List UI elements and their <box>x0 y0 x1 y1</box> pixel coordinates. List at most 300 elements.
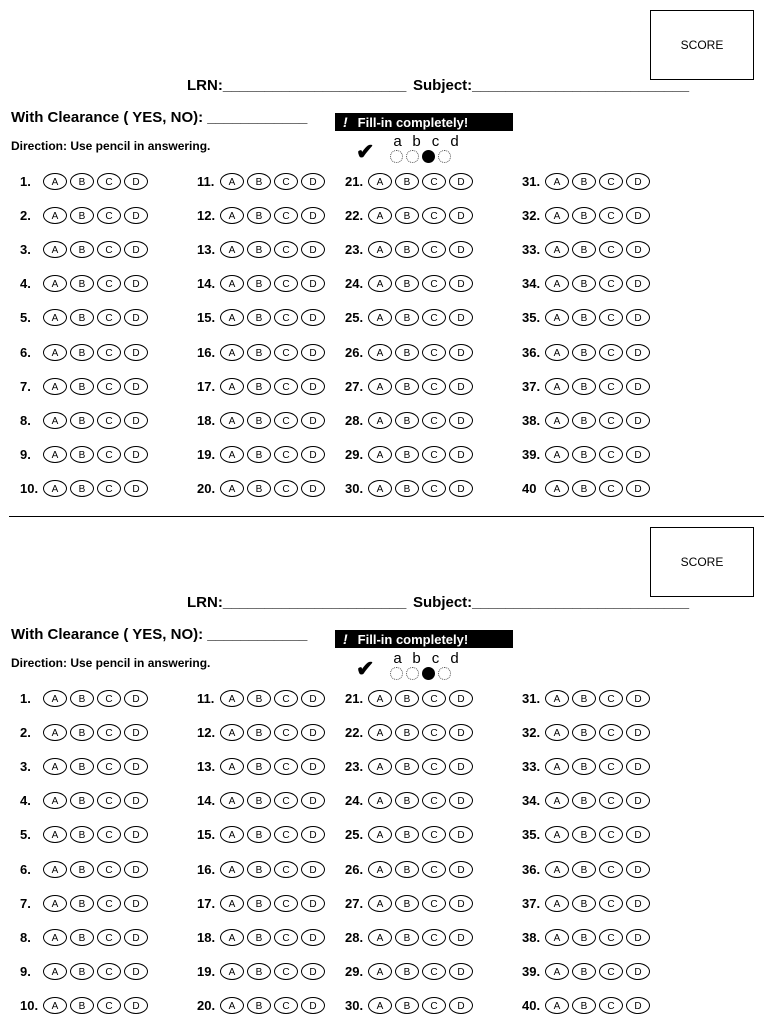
answer-bubble-b[interactable]: B <box>395 412 419 429</box>
answer-bubble-b[interactable]: B <box>70 724 94 741</box>
answer-bubble-c[interactable]: C <box>274 929 298 946</box>
answer-bubble-b[interactable]: B <box>395 724 419 741</box>
answer-bubble-a[interactable]: A <box>220 895 244 912</box>
answer-bubble-d[interactable]: D <box>124 173 148 190</box>
answer-bubble-d[interactable]: D <box>626 826 650 843</box>
answer-bubble-c[interactable]: C <box>599 826 623 843</box>
answer-bubble-d[interactable]: D <box>449 480 473 497</box>
answer-bubble-d[interactable]: D <box>124 412 148 429</box>
answer-bubble-d[interactable]: D <box>626 275 650 292</box>
answer-bubble-a[interactable]: A <box>43 480 67 497</box>
answer-bubble-c[interactable]: C <box>274 480 298 497</box>
answer-bubble-a[interactable]: A <box>368 724 392 741</box>
answer-bubble-a[interactable]: A <box>545 792 569 809</box>
answer-bubble-c[interactable]: C <box>97 724 121 741</box>
answer-bubble-a[interactable]: A <box>545 173 569 190</box>
answer-bubble-b[interactable]: B <box>395 344 419 361</box>
answer-bubble-d[interactable]: D <box>449 758 473 775</box>
answer-bubble-c[interactable]: C <box>97 929 121 946</box>
answer-bubble-a[interactable]: A <box>545 446 569 463</box>
answer-bubble-a[interactable]: A <box>220 309 244 326</box>
answer-bubble-d[interactable]: D <box>449 895 473 912</box>
answer-bubble-d[interactable]: D <box>449 997 473 1014</box>
answer-bubble-a[interactable]: A <box>545 724 569 741</box>
answer-bubble-b[interactable]: B <box>70 963 94 980</box>
answer-bubble-b[interactable]: B <box>70 344 94 361</box>
answer-bubble-a[interactable]: A <box>220 446 244 463</box>
answer-bubble-c[interactable]: C <box>599 895 623 912</box>
answer-bubble-b[interactable]: B <box>247 929 271 946</box>
answer-bubble-d[interactable]: D <box>301 724 325 741</box>
answer-bubble-c[interactable]: C <box>599 173 623 190</box>
answer-bubble-c[interactable]: C <box>97 241 121 258</box>
answer-bubble-c[interactable]: C <box>97 690 121 707</box>
answer-bubble-b[interactable]: B <box>70 275 94 292</box>
answer-bubble-c[interactable]: C <box>274 378 298 395</box>
answer-bubble-d[interactable]: D <box>449 412 473 429</box>
answer-bubble-a[interactable]: A <box>220 690 244 707</box>
answer-bubble-a[interactable]: A <box>220 344 244 361</box>
answer-bubble-c[interactable]: C <box>422 929 446 946</box>
answer-bubble-d[interactable]: D <box>124 275 148 292</box>
answer-bubble-a[interactable]: A <box>545 344 569 361</box>
answer-bubble-b[interactable]: B <box>572 792 596 809</box>
lrn-field[interactable]: LRN:______________________ <box>187 77 407 94</box>
answer-bubble-a[interactable]: A <box>545 309 569 326</box>
answer-bubble-a[interactable]: A <box>43 309 67 326</box>
answer-bubble-a[interactable]: A <box>220 929 244 946</box>
answer-bubble-c[interactable]: C <box>422 446 446 463</box>
answer-bubble-d[interactable]: D <box>626 792 650 809</box>
answer-bubble-c[interactable]: C <box>274 826 298 843</box>
answer-bubble-c[interactable]: C <box>422 173 446 190</box>
answer-bubble-c[interactable]: C <box>599 690 623 707</box>
answer-bubble-d[interactable]: D <box>449 963 473 980</box>
answer-bubble-d[interactable]: D <box>124 378 148 395</box>
answer-bubble-d[interactable]: D <box>449 446 473 463</box>
answer-bubble-d[interactable]: D <box>626 895 650 912</box>
answer-bubble-b[interactable]: B <box>395 690 419 707</box>
answer-bubble-c[interactable]: C <box>274 207 298 224</box>
answer-bubble-d[interactable]: D <box>124 997 148 1014</box>
answer-bubble-d[interactable]: D <box>449 929 473 946</box>
answer-bubble-a[interactable]: A <box>43 344 67 361</box>
answer-bubble-b[interactable]: B <box>572 446 596 463</box>
answer-bubble-a[interactable]: A <box>545 241 569 258</box>
answer-bubble-c[interactable]: C <box>599 241 623 258</box>
answer-bubble-c[interactable]: C <box>97 344 121 361</box>
answer-bubble-b[interactable]: B <box>572 480 596 497</box>
answer-bubble-a[interactable]: A <box>368 309 392 326</box>
answer-bubble-b[interactable]: B <box>70 480 94 497</box>
answer-bubble-d[interactable]: D <box>301 963 325 980</box>
answer-bubble-b[interactable]: B <box>395 378 419 395</box>
answer-bubble-a[interactable]: A <box>545 690 569 707</box>
answer-bubble-c[interactable]: C <box>97 861 121 878</box>
answer-bubble-d[interactable]: D <box>301 690 325 707</box>
answer-bubble-b[interactable]: B <box>247 997 271 1014</box>
answer-bubble-b[interactable]: B <box>395 173 419 190</box>
answer-bubble-a[interactable]: A <box>368 207 392 224</box>
answer-bubble-a[interactable]: A <box>368 275 392 292</box>
answer-bubble-d[interactable]: D <box>301 929 325 946</box>
answer-bubble-b[interactable]: B <box>572 963 596 980</box>
answer-bubble-c[interactable]: C <box>422 724 446 741</box>
answer-bubble-c[interactable]: C <box>274 758 298 775</box>
answer-bubble-a[interactable]: A <box>220 792 244 809</box>
answer-bubble-a[interactable]: A <box>368 997 392 1014</box>
answer-bubble-b[interactable]: B <box>395 309 419 326</box>
answer-bubble-a[interactable]: A <box>220 378 244 395</box>
answer-bubble-d[interactable]: D <box>301 895 325 912</box>
answer-bubble-d[interactable]: D <box>124 861 148 878</box>
answer-bubble-c[interactable]: C <box>599 792 623 809</box>
answer-bubble-c[interactable]: C <box>599 207 623 224</box>
answer-bubble-d[interactable]: D <box>301 241 325 258</box>
answer-bubble-d[interactable]: D <box>626 344 650 361</box>
answer-bubble-c[interactable]: C <box>599 929 623 946</box>
score-box[interactable]: SCORE <box>650 527 754 597</box>
answer-bubble-b[interactable]: B <box>247 724 271 741</box>
answer-bubble-a[interactable]: A <box>545 826 569 843</box>
answer-bubble-a[interactable]: A <box>368 173 392 190</box>
answer-bubble-d[interactable]: D <box>449 309 473 326</box>
answer-bubble-d[interactable]: D <box>449 173 473 190</box>
answer-bubble-c[interactable]: C <box>599 861 623 878</box>
answer-bubble-c[interactable]: C <box>97 173 121 190</box>
answer-bubble-c[interactable]: C <box>422 861 446 878</box>
answer-bubble-c[interactable]: C <box>422 895 446 912</box>
answer-bubble-c[interactable]: C <box>422 997 446 1014</box>
answer-bubble-c[interactable]: C <box>97 826 121 843</box>
answer-bubble-d[interactable]: D <box>626 929 650 946</box>
answer-bubble-b[interactable]: B <box>572 412 596 429</box>
answer-bubble-d[interactable]: D <box>449 378 473 395</box>
answer-bubble-d[interactable]: D <box>301 826 325 843</box>
answer-bubble-b[interactable]: B <box>247 412 271 429</box>
answer-bubble-c[interactable]: C <box>422 480 446 497</box>
answer-bubble-b[interactable]: B <box>70 309 94 326</box>
answer-bubble-c[interactable]: C <box>97 758 121 775</box>
answer-bubble-a[interactable]: A <box>43 378 67 395</box>
answer-bubble-a[interactable]: A <box>545 895 569 912</box>
answer-bubble-c[interactable]: C <box>599 275 623 292</box>
answer-bubble-d[interactable]: D <box>301 378 325 395</box>
answer-bubble-b[interactable]: B <box>70 758 94 775</box>
answer-bubble-d[interactable]: D <box>124 826 148 843</box>
answer-bubble-c[interactable]: C <box>274 309 298 326</box>
answer-bubble-c[interactable]: C <box>274 173 298 190</box>
answer-bubble-b[interactable]: B <box>395 929 419 946</box>
lrn-field[interactable]: LRN:______________________ <box>187 594 407 611</box>
answer-bubble-b[interactable]: B <box>395 207 419 224</box>
answer-bubble-c[interactable]: C <box>422 758 446 775</box>
answer-bubble-d[interactable]: D <box>626 378 650 395</box>
answer-bubble-b[interactable]: B <box>395 826 419 843</box>
answer-bubble-d[interactable]: D <box>301 309 325 326</box>
answer-bubble-c[interactable]: C <box>97 378 121 395</box>
answer-bubble-a[interactable]: A <box>43 963 67 980</box>
answer-bubble-d[interactable]: D <box>626 690 650 707</box>
answer-bubble-c[interactable]: C <box>274 997 298 1014</box>
answer-bubble-a[interactable]: A <box>43 997 67 1014</box>
answer-bubble-d[interactable]: D <box>124 895 148 912</box>
answer-bubble-a[interactable]: A <box>368 690 392 707</box>
answer-bubble-c[interactable]: C <box>97 412 121 429</box>
answer-bubble-c[interactable]: C <box>599 997 623 1014</box>
answer-bubble-c[interactable]: C <box>422 826 446 843</box>
answer-bubble-a[interactable]: A <box>545 963 569 980</box>
subject-field[interactable]: Subject:__________________________ <box>413 77 690 94</box>
answer-bubble-a[interactable]: A <box>220 963 244 980</box>
answer-bubble-a[interactable]: A <box>220 173 244 190</box>
answer-bubble-a[interactable]: A <box>43 792 67 809</box>
answer-bubble-a[interactable]: A <box>545 861 569 878</box>
answer-bubble-c[interactable]: C <box>274 792 298 809</box>
answer-bubble-c[interactable]: C <box>274 241 298 258</box>
answer-bubble-a[interactable]: A <box>220 241 244 258</box>
answer-bubble-d[interactable]: D <box>124 241 148 258</box>
answer-bubble-a[interactable]: A <box>545 480 569 497</box>
answer-bubble-d[interactable]: D <box>449 724 473 741</box>
clearance-field[interactable]: With Clearance ( YES, NO): ____________ <box>11 109 308 126</box>
answer-bubble-d[interactable]: D <box>301 758 325 775</box>
answer-bubble-b[interactable]: B <box>247 344 271 361</box>
subject-field[interactable]: Subject:__________________________ <box>413 594 690 611</box>
answer-bubble-d[interactable]: D <box>301 480 325 497</box>
answer-bubble-d[interactable]: D <box>124 724 148 741</box>
answer-bubble-a[interactable]: A <box>43 895 67 912</box>
answer-bubble-a[interactable]: A <box>545 997 569 1014</box>
answer-bubble-c[interactable]: C <box>422 378 446 395</box>
answer-bubble-c[interactable]: C <box>599 758 623 775</box>
answer-bubble-d[interactable]: D <box>449 792 473 809</box>
answer-bubble-d[interactable]: D <box>626 309 650 326</box>
answer-bubble-a[interactable]: A <box>43 690 67 707</box>
answer-bubble-b[interactable]: B <box>395 275 419 292</box>
answer-bubble-d[interactable]: D <box>449 690 473 707</box>
answer-bubble-b[interactable]: B <box>247 690 271 707</box>
answer-bubble-c[interactable]: C <box>422 690 446 707</box>
answer-bubble-d[interactable]: D <box>124 207 148 224</box>
answer-bubble-a[interactable]: A <box>43 412 67 429</box>
answer-bubble-b[interactable]: B <box>70 241 94 258</box>
answer-bubble-a[interactable]: A <box>368 241 392 258</box>
answer-bubble-b[interactable]: B <box>572 275 596 292</box>
answer-bubble-c[interactable]: C <box>599 378 623 395</box>
answer-bubble-b[interactable]: B <box>70 929 94 946</box>
answer-bubble-c[interactable]: C <box>274 446 298 463</box>
answer-bubble-b[interactable]: B <box>70 792 94 809</box>
answer-bubble-d[interactable]: D <box>626 724 650 741</box>
answer-bubble-a[interactable]: A <box>220 207 244 224</box>
answer-bubble-c[interactable]: C <box>599 446 623 463</box>
answer-bubble-a[interactable]: A <box>220 412 244 429</box>
answer-bubble-b[interactable]: B <box>247 207 271 224</box>
answer-bubble-d[interactable]: D <box>124 929 148 946</box>
answer-bubble-c[interactable]: C <box>97 963 121 980</box>
answer-bubble-b[interactable]: B <box>247 480 271 497</box>
answer-bubble-a[interactable]: A <box>545 275 569 292</box>
answer-bubble-d[interactable]: D <box>124 480 148 497</box>
answer-bubble-b[interactable]: B <box>70 690 94 707</box>
answer-bubble-b[interactable]: B <box>395 241 419 258</box>
answer-bubble-b[interactable]: B <box>70 997 94 1014</box>
answer-bubble-b[interactable]: B <box>70 378 94 395</box>
answer-bubble-b[interactable]: B <box>572 758 596 775</box>
answer-bubble-b[interactable]: B <box>70 861 94 878</box>
answer-bubble-d[interactable]: D <box>124 690 148 707</box>
answer-bubble-d[interactable]: D <box>301 412 325 429</box>
answer-bubble-b[interactable]: B <box>572 173 596 190</box>
answer-bubble-a[interactable]: A <box>43 826 67 843</box>
answer-bubble-b[interactable]: B <box>247 446 271 463</box>
answer-bubble-d[interactable]: D <box>449 275 473 292</box>
answer-bubble-b[interactable]: B <box>70 412 94 429</box>
answer-bubble-c[interactable]: C <box>274 895 298 912</box>
answer-bubble-a[interactable]: A <box>368 480 392 497</box>
answer-bubble-a[interactable]: A <box>220 861 244 878</box>
answer-bubble-c[interactable]: C <box>97 997 121 1014</box>
answer-bubble-c[interactable]: C <box>97 309 121 326</box>
answer-bubble-b[interactable]: B <box>247 378 271 395</box>
answer-bubble-b[interactable]: B <box>395 861 419 878</box>
answer-bubble-b[interactable]: B <box>395 997 419 1014</box>
answer-bubble-a[interactable]: A <box>368 758 392 775</box>
answer-bubble-a[interactable]: A <box>220 724 244 741</box>
answer-bubble-b[interactable]: B <box>395 895 419 912</box>
answer-bubble-b[interactable]: B <box>572 929 596 946</box>
answer-bubble-b[interactable]: B <box>572 241 596 258</box>
answer-bubble-a[interactable]: A <box>43 861 67 878</box>
answer-bubble-d[interactable]: D <box>626 173 650 190</box>
answer-bubble-d[interactable]: D <box>626 758 650 775</box>
answer-bubble-b[interactable]: B <box>572 895 596 912</box>
answer-bubble-d[interactable]: D <box>124 309 148 326</box>
answer-bubble-a[interactable]: A <box>545 378 569 395</box>
answer-bubble-c[interactable]: C <box>97 446 121 463</box>
answer-bubble-b[interactable]: B <box>395 963 419 980</box>
answer-bubble-d[interactable]: D <box>301 446 325 463</box>
answer-bubble-a[interactable]: A <box>368 344 392 361</box>
answer-bubble-d[interactable]: D <box>124 758 148 775</box>
answer-bubble-d[interactable]: D <box>626 241 650 258</box>
answer-bubble-a[interactable]: A <box>545 929 569 946</box>
answer-bubble-a[interactable]: A <box>545 207 569 224</box>
answer-bubble-d[interactable]: D <box>301 207 325 224</box>
answer-bubble-a[interactable]: A <box>368 929 392 946</box>
answer-bubble-d[interactable]: D <box>626 861 650 878</box>
answer-bubble-b[interactable]: B <box>247 275 271 292</box>
clearance-field[interactable]: With Clearance ( YES, NO): ____________ <box>11 626 308 643</box>
answer-bubble-b[interactable]: B <box>395 758 419 775</box>
answer-bubble-c[interactable]: C <box>274 412 298 429</box>
answer-bubble-b[interactable]: B <box>572 690 596 707</box>
answer-bubble-b[interactable]: B <box>70 207 94 224</box>
answer-bubble-c[interactable]: C <box>422 207 446 224</box>
answer-bubble-d[interactable]: D <box>301 861 325 878</box>
answer-bubble-d[interactable]: D <box>124 344 148 361</box>
answer-bubble-d[interactable]: D <box>301 792 325 809</box>
answer-bubble-a[interactable]: A <box>368 963 392 980</box>
answer-bubble-d[interactable]: D <box>449 241 473 258</box>
answer-bubble-c[interactable]: C <box>274 724 298 741</box>
answer-bubble-a[interactable]: A <box>43 275 67 292</box>
answer-bubble-d[interactable]: D <box>626 963 650 980</box>
answer-bubble-d[interactable]: D <box>626 207 650 224</box>
answer-bubble-a[interactable]: A <box>368 412 392 429</box>
answer-bubble-a[interactable]: A <box>368 446 392 463</box>
answer-bubble-b[interactable]: B <box>247 792 271 809</box>
answer-bubble-a[interactable]: A <box>368 792 392 809</box>
answer-bubble-a[interactable]: A <box>368 378 392 395</box>
answer-bubble-b[interactable]: B <box>247 309 271 326</box>
answer-bubble-d[interactable]: D <box>301 173 325 190</box>
answer-bubble-c[interactable]: C <box>97 207 121 224</box>
answer-bubble-c[interactable]: C <box>97 792 121 809</box>
answer-bubble-b[interactable]: B <box>247 758 271 775</box>
answer-bubble-d[interactable]: D <box>124 963 148 980</box>
answer-bubble-d[interactable]: D <box>626 412 650 429</box>
answer-bubble-b[interactable]: B <box>572 344 596 361</box>
answer-bubble-c[interactable]: C <box>599 412 623 429</box>
answer-bubble-b[interactable]: B <box>395 480 419 497</box>
answer-bubble-b[interactable]: B <box>70 173 94 190</box>
answer-bubble-b[interactable]: B <box>70 446 94 463</box>
answer-bubble-b[interactable]: B <box>247 826 271 843</box>
answer-bubble-a[interactable]: A <box>43 446 67 463</box>
answer-bubble-c[interactable]: C <box>274 861 298 878</box>
answer-bubble-b[interactable]: B <box>572 724 596 741</box>
answer-bubble-c[interactable]: C <box>599 480 623 497</box>
answer-bubble-a[interactable]: A <box>368 826 392 843</box>
answer-bubble-b[interactable]: B <box>572 378 596 395</box>
answer-bubble-d[interactable]: D <box>626 446 650 463</box>
answer-bubble-a[interactable]: A <box>220 275 244 292</box>
answer-bubble-c[interactable]: C <box>599 309 623 326</box>
answer-bubble-a[interactable]: A <box>220 826 244 843</box>
answer-bubble-a[interactable]: A <box>368 895 392 912</box>
answer-bubble-b[interactable]: B <box>395 446 419 463</box>
answer-bubble-c[interactable]: C <box>599 963 623 980</box>
answer-bubble-c[interactable]: C <box>97 480 121 497</box>
answer-bubble-d[interactable]: D <box>124 446 148 463</box>
answer-bubble-d[interactable]: D <box>449 826 473 843</box>
answer-bubble-a[interactable]: A <box>368 861 392 878</box>
answer-bubble-c[interactable]: C <box>97 275 121 292</box>
answer-bubble-c[interactable]: C <box>599 724 623 741</box>
answer-bubble-c[interactable]: C <box>422 344 446 361</box>
answer-bubble-d[interactable]: D <box>301 997 325 1014</box>
answer-bubble-b[interactable]: B <box>247 895 271 912</box>
answer-bubble-a[interactable]: A <box>220 480 244 497</box>
answer-bubble-d[interactable]: D <box>301 275 325 292</box>
answer-bubble-d[interactable]: D <box>449 207 473 224</box>
answer-bubble-c[interactable]: C <box>422 792 446 809</box>
answer-bubble-a[interactable]: A <box>43 173 67 190</box>
answer-bubble-b[interactable]: B <box>70 826 94 843</box>
answer-bubble-c[interactable]: C <box>422 412 446 429</box>
answer-bubble-a[interactable]: A <box>545 412 569 429</box>
answer-bubble-a[interactable]: A <box>43 241 67 258</box>
answer-bubble-c[interactable]: C <box>274 344 298 361</box>
answer-bubble-c[interactable]: C <box>599 344 623 361</box>
answer-bubble-b[interactable]: B <box>70 895 94 912</box>
score-box[interactable]: SCORE <box>650 10 754 80</box>
answer-bubble-d[interactable]: D <box>626 997 650 1014</box>
answer-bubble-c[interactable]: C <box>274 963 298 980</box>
answer-bubble-b[interactable]: B <box>247 861 271 878</box>
